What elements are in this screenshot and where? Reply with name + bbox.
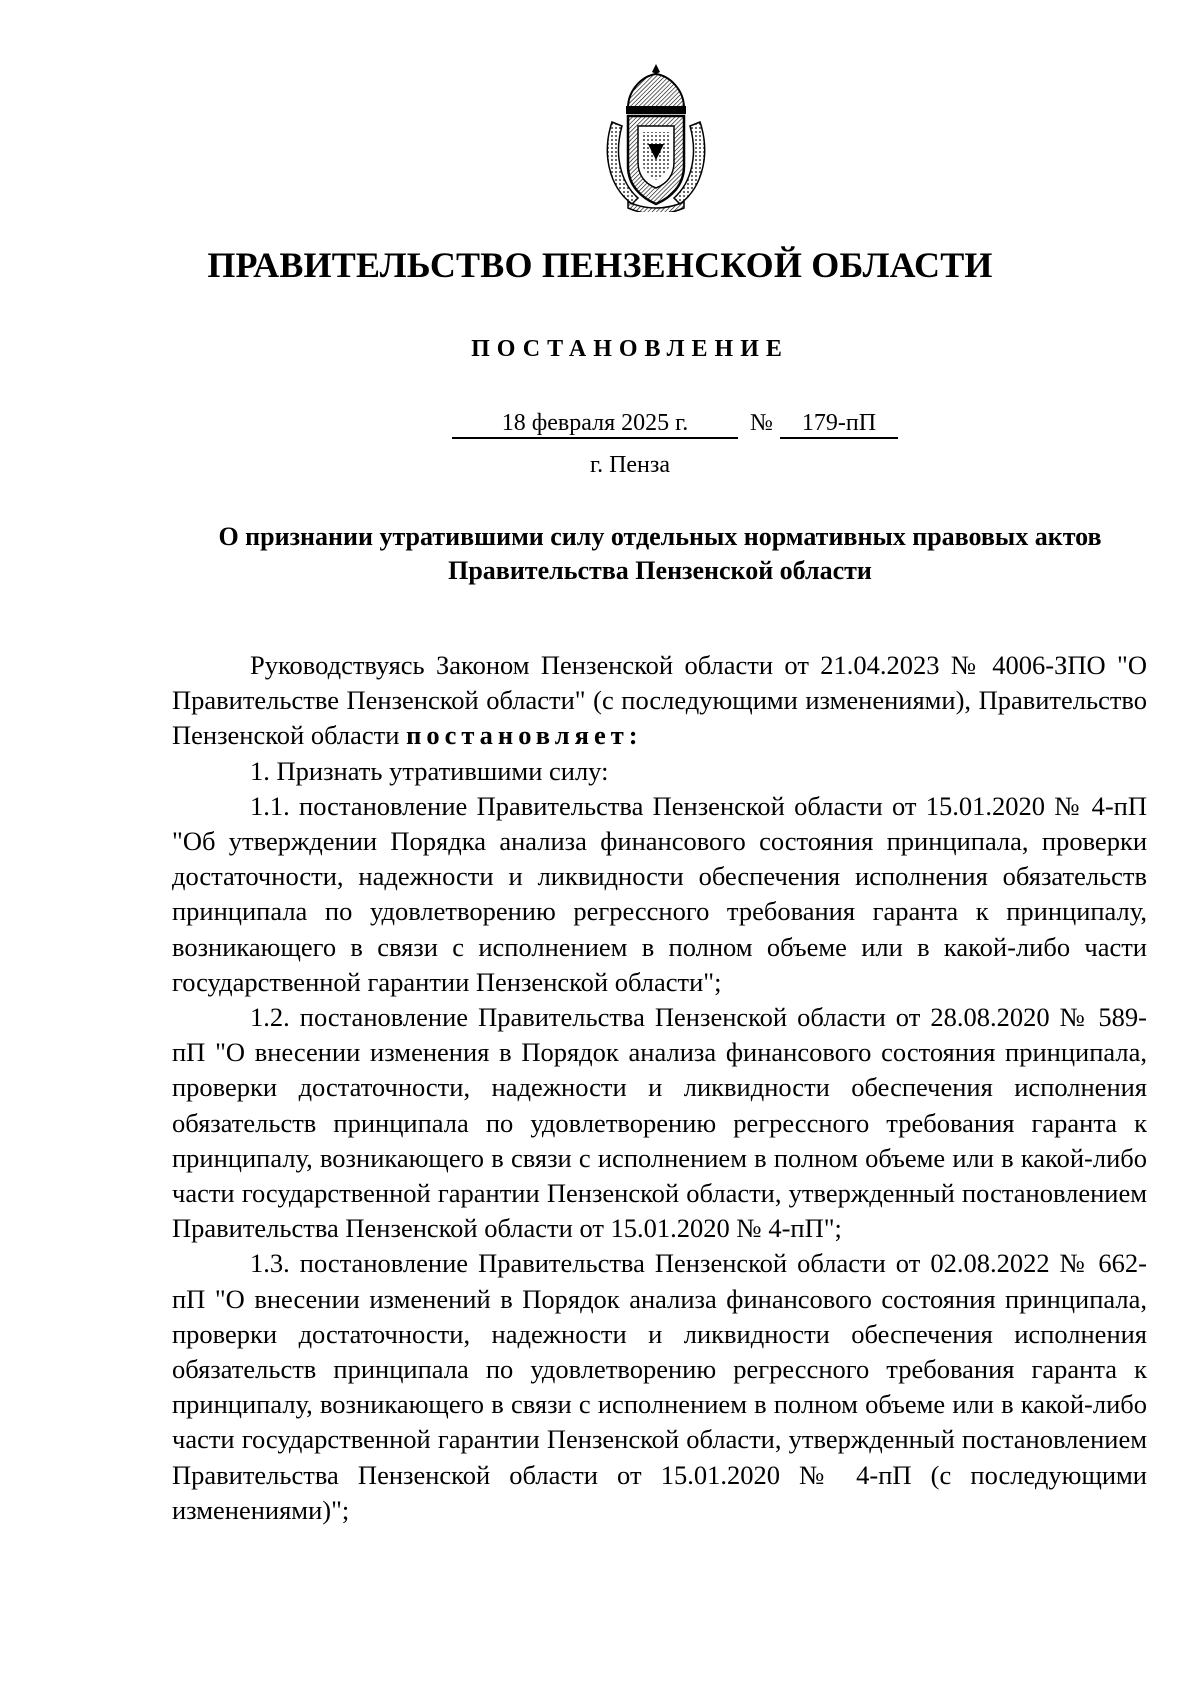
subject-line-2: Правительства Пензенской области: [448, 556, 872, 585]
document-city: г. Пенза: [589, 452, 671, 478]
document-subject: [160, 520, 1160, 588]
subject-line-1: О признании утратившими силу отдельных нормативных правовых актов: [218, 522, 1102, 551]
item-1: 1. Признать утратившими силу:: [250, 755, 609, 786]
preamble-text: Руководствуясь Законом Пензенской области от 21.04.2023 № 4006-ЗПО "О Правительстве Пензенской области" (с последующими изменениями), Правительство Пензенской области: [172, 650, 1147, 751]
document-body: [172, 648, 1147, 1528]
item-1-1: 1.1. постановление Правительства Пензенской области от 15.01.2020 № 4-пП "Об утверждении Порядка анализа финансового состояния принципала, проверки достаточности, надежности и ликвидности обеспечения исполнения обязательств принципала по удовлетворению регрессного требования гаранта к принципалу, возникающего в связи с исполнением в полном объеме или в какой-либо части государственной гарантии Пензенской области";: [172, 790, 1147, 997]
organization-title: ПРАВИТЕЛЬСТВО ПЕНЗЕНСКОЙ ОБЛАСТИ: [207, 245, 993, 285]
item-1-3: 1.3. постановление Правительства Пензенской области от 02.08.2022 № 662-пП "О внесении изменений в Порядок анализа финансового состояния принципала, проверки достаточности, надежности и ликвидности обеспечения исполнения обязательств принципала по удовлетворению регрессного требования гаранта к принципалу, возникающего в связи с исполнением в полном объеме или в какой-либо части государственной гарантии Пензенской области, утвержденный постановлением Правительства Пензенской области от 15.01.2020 № 4-пП (с последующими изменениями)";: [172, 1248, 1147, 1525]
preamble-paragraph: [172, 648, 1147, 754]
item-1-2: 1.2. постановление Правительства Пензенской области от 28.08.2020 № 589-пП "О внесении изменения в Порядок анализа финансового состояния принципала, проверки достаточности, надежности и ликвидности обеспечения исполнения обязательств принципала по удовлетворению регрессного требования гаранта к принципалу, возникающего в связи с исполнением в полном объеме или в какой-либо части государственной гарантии Пензенской области, утвержденный постановлением Правительства Пензенской области от 15.01.2020 № 4-пП";: [172, 1002, 1147, 1244]
number-sign: №: [750, 410, 773, 436]
document-date: 18 февраля 2025 г.: [452, 409, 738, 439]
resolves-word: постановляет:: [406, 720, 643, 751]
penza-region-coat-of-arms-icon: [598, 62, 714, 212]
document-type: ПОСТАНОВЛЕНИЕ: [471, 336, 789, 362]
document-number: 179-пП: [780, 409, 898, 439]
